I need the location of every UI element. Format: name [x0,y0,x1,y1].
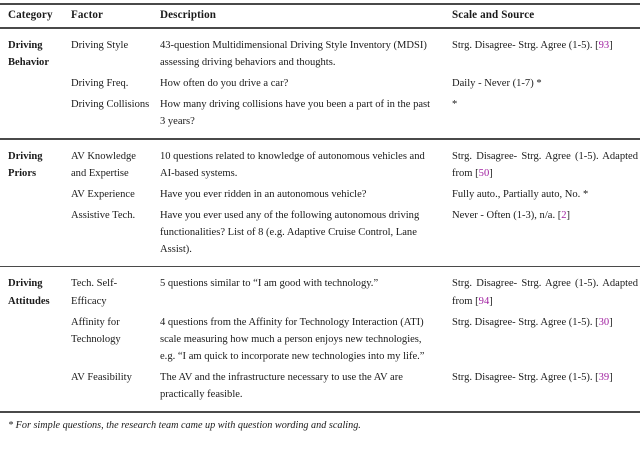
citation-reference[interactable]: [50] [475,167,493,179]
table-header [0,5,640,28]
column-header-description: Description [160,8,217,21]
table-row [0,267,640,309]
column-header-factor: Factor [71,8,104,21]
cell-scale [447,140,640,182]
citation-reference[interactable]: [39] [595,371,613,383]
cell-factor: Affinity for Technology [71,316,121,345]
cell-description: 5 questions similar to “I am good with technology.” [160,278,379,290]
scale-text: * [452,99,458,111]
cell-scale [447,71,640,92]
cell-factor: Driving Freq. [71,78,129,89]
citation-reference[interactable]: [2] [557,209,571,221]
citation-reference[interactable]: [30] [595,316,613,328]
table-row [0,365,640,411]
cell-description: How often do you drive a car? [160,78,289,89]
cell-scale [447,203,640,266]
table-row [0,140,640,182]
cell-factor: Assistive Tech. [71,209,136,221]
cell-description: How many driving collisions have you been a part of in the past 3 years? [160,99,431,128]
factors-table [0,5,640,28]
cell-factor: Driving Style [71,39,129,51]
header-row [0,5,640,28]
scale-text: Strg. Disagree- Strg. Agree (1-5). [452,316,593,328]
citation-reference[interactable]: [94] [475,295,493,307]
table-row [0,203,640,266]
table-footnote: * For simple questions, the research team came up with question wording and scaling. [8,419,361,431]
column-header-scale: Scale and Source [452,8,535,21]
column-header-category: Category [8,8,53,21]
cell-factor: Driving Collisions [71,99,150,111]
cell-description: The AV and the infrastructure necessary to use the AV are practically feasible. [160,371,403,400]
cell-description: 43-question Multidimensional Driving Style Inventory (MDSI) assessing driving behaviors and thoughts. [160,39,427,68]
cell-category: Driving Attitudes [8,278,50,307]
scale-text: Strg. Disagree- Strg. Agree (1-5). Adapted from [452,278,638,307]
scale-text: Strg. Disagree- Strg. Agree (1-5). [452,371,593,383]
cell-category: Driving Behavior [8,39,50,68]
cell-description: 4 questions from the Affinity for Technology Interaction (ATI) scale measuring how much a person enjoys new technologies, e.g. “I am quick to incorporate new technologies into my life.” [160,316,425,362]
table-row [0,71,640,92]
cell-factor: Tech. Self-Efficacy [71,278,118,307]
cell-scale [447,29,640,71]
factors-table-block-1 [0,29,640,138]
scale-text: Never - Often (1-3), n/a. [452,209,556,221]
table-row [0,29,640,71]
factors-table-block-3 [0,267,640,411]
cell-factor: AV Knowledge and Expertise [71,150,136,179]
table-row [0,182,640,203]
cell-scale [447,92,640,138]
scale-text: Strg. Disagree- Strg. Agree (1-5). [452,39,593,51]
cell-scale [447,310,640,365]
survey-factors-table [0,3,640,433]
cell-description: Have you ever used any of the following autonomous driving functionalities? List of 8 (e.g. Adaptive Cruise Control, Lane Assist). [160,209,420,256]
cell-description: 10 questions related to knowledge of autonomous vehicles and AI-based systems. [160,150,425,179]
table-row [0,92,640,138]
scale-text: Strg. Disagree- Strg. Agree (1-5). Adapted from [452,150,638,179]
cell-factor: AV Feasibility [71,371,132,383]
cell-scale [447,267,640,309]
factors-table-block-2 [0,140,640,266]
scale-text: Daily - Never (1-7) * [452,78,542,89]
cell-category: Driving Priors [8,150,43,179]
citation-reference[interactable]: [93] [595,39,613,51]
scale-text: Fully auto., Partially auto, No. * [452,188,589,200]
cell-description: Have you ever ridden in an autonomous vehicle? [160,188,367,200]
cell-scale [447,182,640,203]
cell-factor: AV Experience [71,188,135,200]
table-row [0,310,640,365]
cell-scale [447,365,640,411]
